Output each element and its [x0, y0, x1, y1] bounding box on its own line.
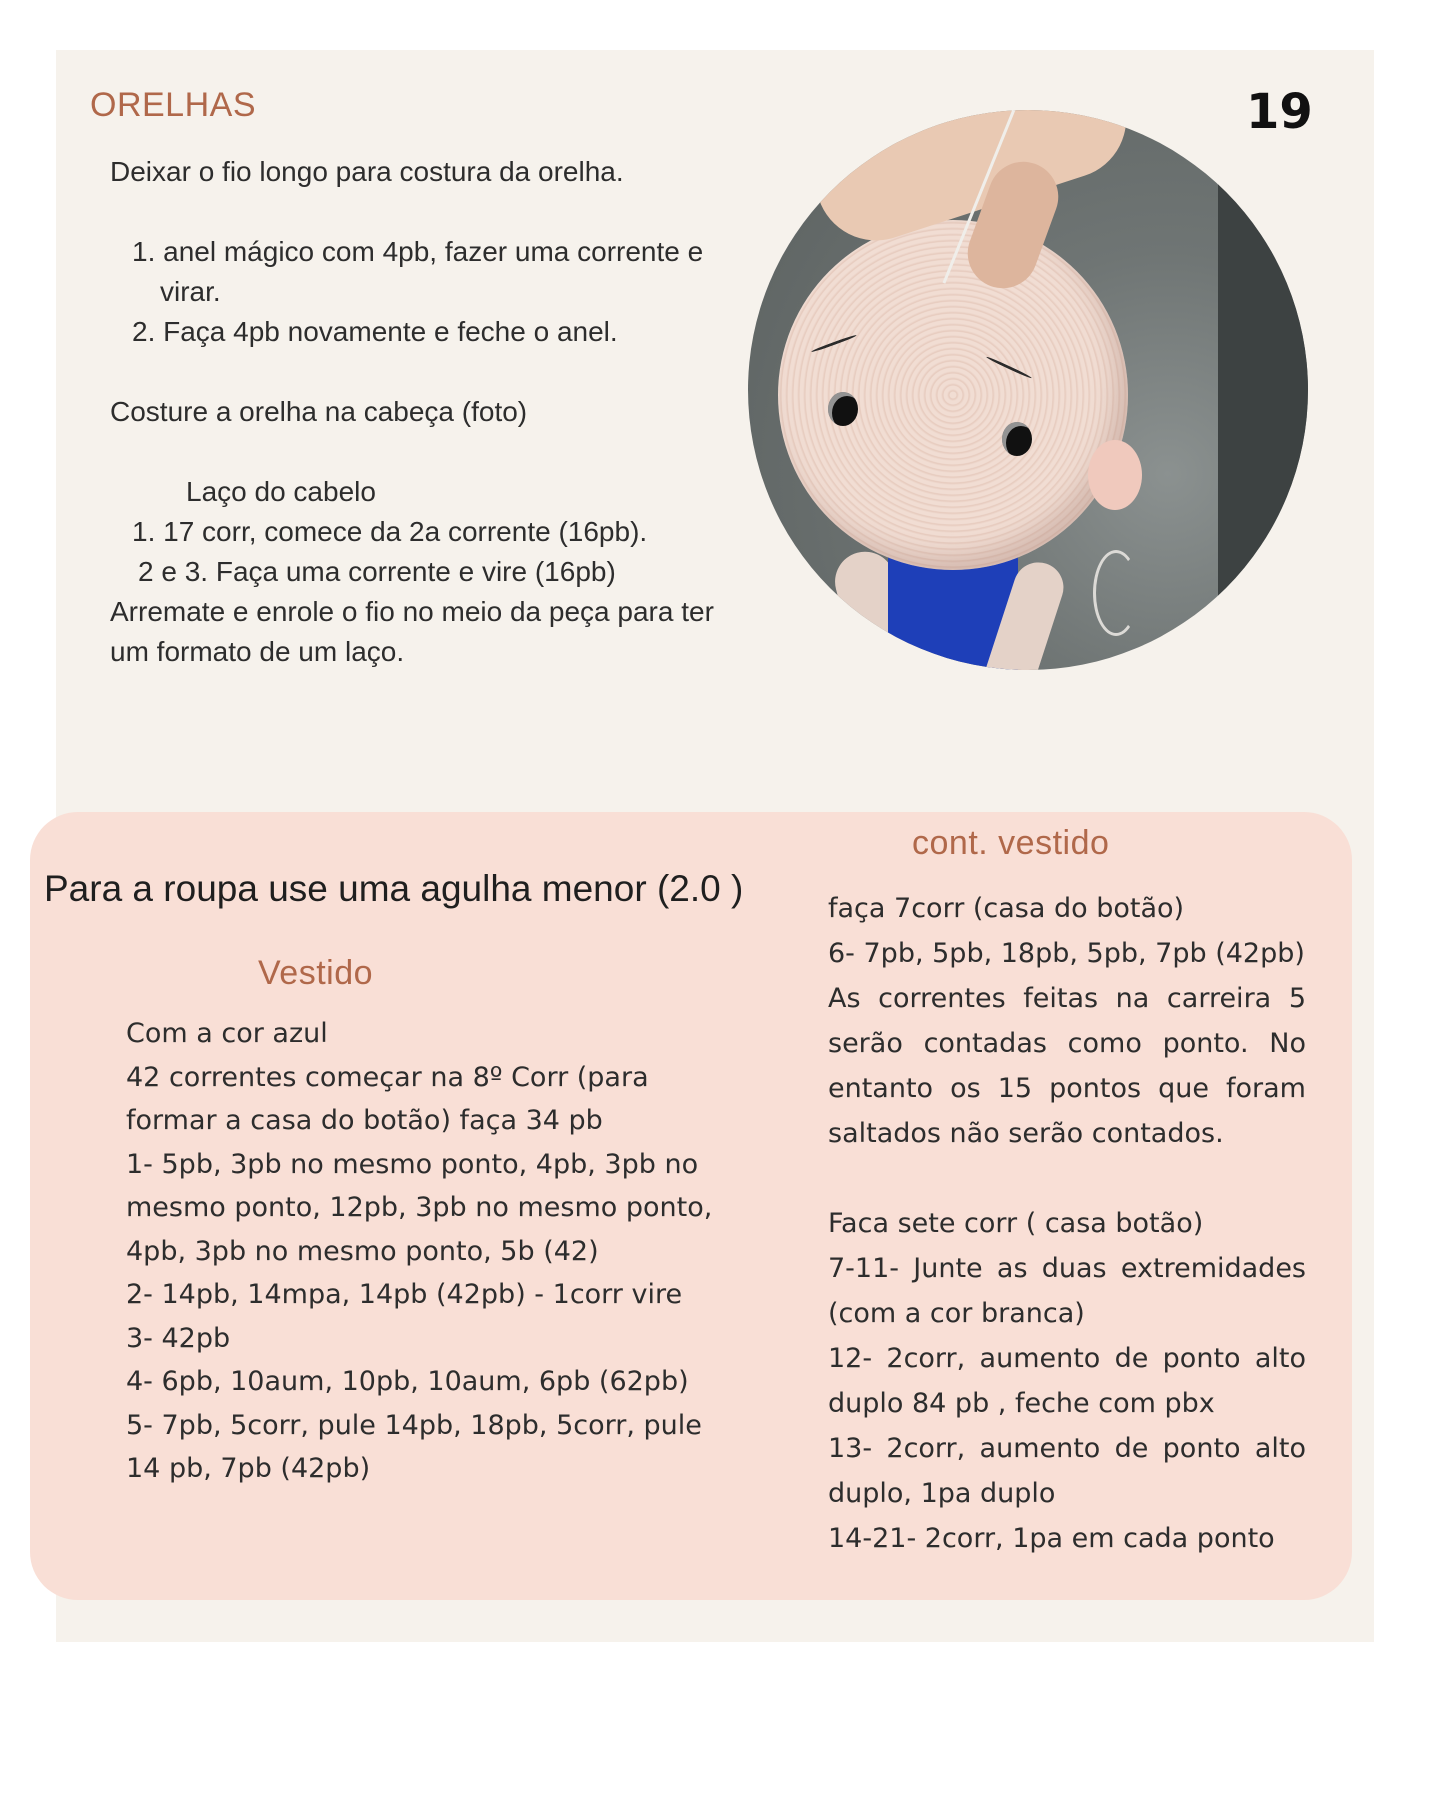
dress-line: 42 correntes começar na 8º Corr (para [126, 1061, 649, 1093]
ears-sew-note: Costure a orelha na cabeça (foto) [110, 396, 528, 427]
yarn-loop [1093, 550, 1139, 636]
dress-cont-instructions [828, 886, 1306, 1561]
dress-line: 2- 14pb, 14mpa, 14pb (42pb) - 1corr vire [126, 1279, 683, 1310]
dress-cont-heading: cont. vestido [912, 824, 1110, 862]
cont-spacer [828, 1156, 1306, 1201]
ears-intro: Deixar o fio longo para costura da orelha. [110, 156, 624, 187]
hair-bow-line-1: 1. 17 corr, comece da 2a corrente (16pb). [132, 516, 648, 547]
cont-line: 14-21- 2corr, 1pa em cada ponto [828, 1523, 1275, 1554]
hair-bow-line-2: 2 e 3. Faça uma corrente e vire (16pb) [138, 556, 616, 587]
dress-heading: Vestido [258, 954, 374, 992]
amigurumi-head-photo [748, 110, 1308, 670]
hair-bow-title: Laço do cabelo [186, 476, 376, 507]
hair-bow-line-3: Arremate e enrole o fio no meio da peça para ter [110, 596, 714, 627]
dress-line: 4pb, 3pb no mesmo ponto, 5b (42) [126, 1235, 599, 1267]
ears-step-2: 2. Faça 4pb novamente e feche o anel. [132, 316, 618, 347]
cont-paragraph: As correntes feitas na carreira 5 serão contadas como ponto. No entanto os 15 pontos que foram saltados não serão contados. [828, 983, 1306, 1149]
cont-line: 6- 7pb, 5pb, 18pb, 5pb, 7pb (42pb) [828, 938, 1305, 969]
needle-note: Para a roupa use uma agulha menor (2.0 ) [44, 868, 744, 909]
cont-paragraph: 7-11- Junte as duas extremidades (com a cor branca) [828, 1253, 1306, 1329]
hair-bow-line-4: um formato de um laço. [110, 636, 405, 667]
ears-step-1: 1. anel mágico com 4pb, fazer uma corrente e [132, 236, 704, 267]
dress-line: 3- 42pb [126, 1322, 231, 1354]
doll-head [778, 220, 1128, 570]
doll-eye [828, 392, 858, 426]
ears-heading: ORELHAS [90, 86, 256, 124]
dress-line: 5- 7pb, 5corr, pule 14pb, 18pb, 5corr, pule [126, 1409, 702, 1441]
dress-line: mesmo ponto, 12pb, 3pb no mesmo ponto, [126, 1192, 713, 1223]
dress-line: 14 pb, 7pb (42pb) [126, 1453, 371, 1484]
cont-paragraph: 13- 2corr, aumento de ponto alto duplo, 1pa duplo [828, 1433, 1306, 1509]
dress-instructions [126, 1012, 746, 1491]
dress-line: 1- 5pb, 3pb no mesmo ponto, 4pb, 3pb no [126, 1148, 699, 1180]
dress-line: 4- 6pb, 10aum, 10pb, 10aum, 6pb (62pb) [126, 1366, 689, 1397]
doll-eye [1002, 422, 1032, 456]
cont-paragraph: 12- 2corr, aumento de ponto alto duplo 84 pb , feche com pbx [828, 1343, 1306, 1419]
page-number: 19 [1246, 84, 1313, 140]
doll-ear [1088, 440, 1142, 510]
cont-line: faça 7corr (casa do botão) [828, 893, 1185, 924]
dress-line: Com a cor azul [126, 1018, 328, 1049]
cont-line: Faca sete corr ( casa botão) [828, 1208, 1204, 1239]
dress-line: formar a casa do botão) faça 34 pb [126, 1105, 603, 1136]
ears-step-1-cont: virar. [160, 276, 221, 307]
